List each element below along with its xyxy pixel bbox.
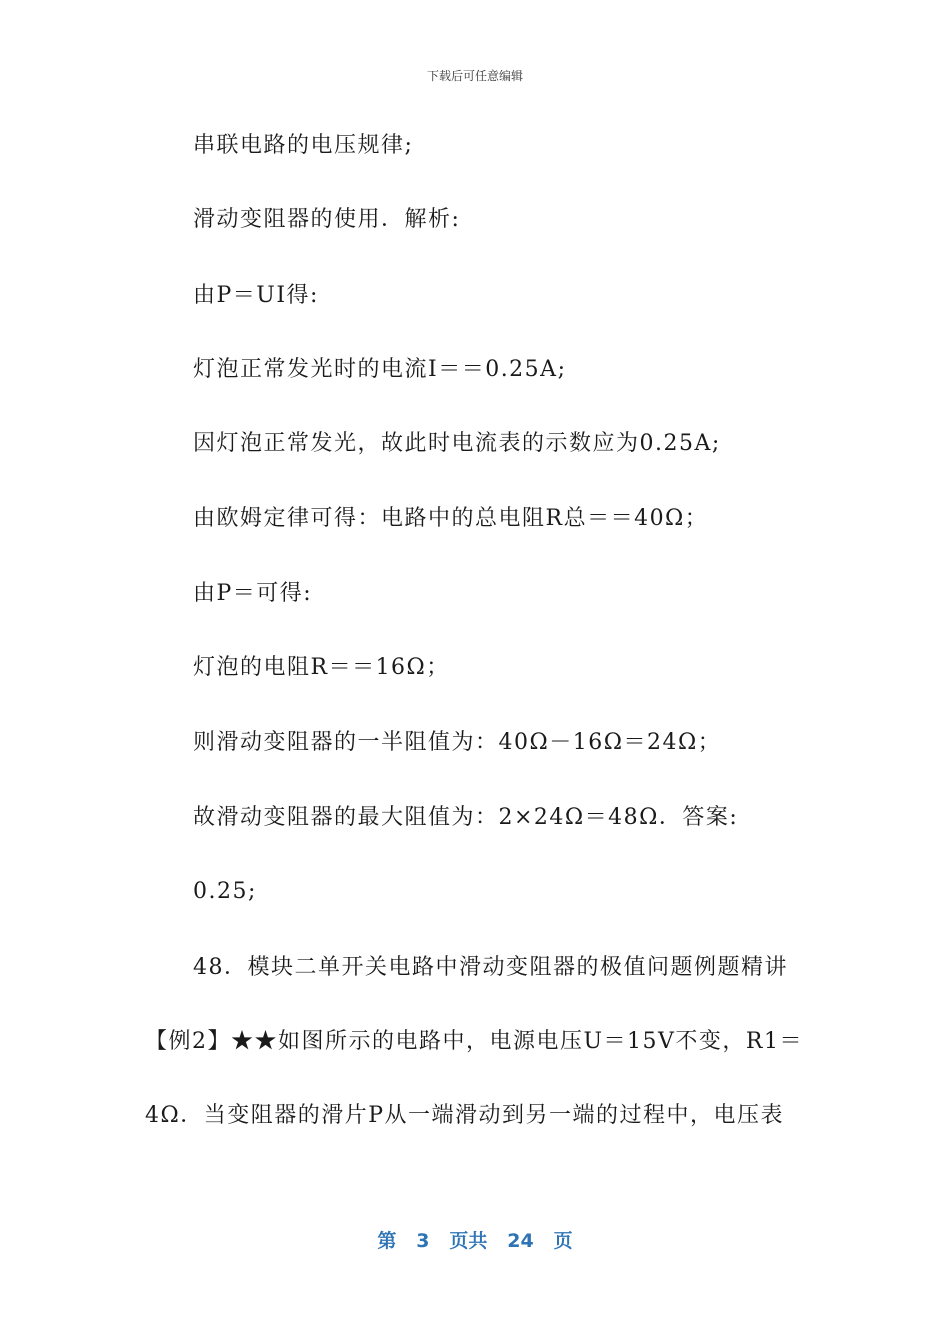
header-note: 下载后可任意编辑 bbox=[426, 69, 523, 83]
text-line: 因灯泡正常发光，故此时电流表的示数应为0.25A; bbox=[193, 431, 721, 456]
total-pages-number: 24 bbox=[507, 1230, 534, 1252]
footer-mid: 页共 bbox=[449, 1230, 488, 1252]
text-line: 由P＝可得: bbox=[193, 581, 313, 606]
text-line: 由欧姆定律可得：电路中的总电阻R总＝＝40Ω； bbox=[193, 506, 709, 531]
text-line: 0.25; bbox=[193, 879, 257, 904]
text-line: 故滑动变阻器的最大阻值为：2×24Ω＝48Ω．答案: bbox=[193, 805, 739, 830]
text-line: 串联电路的电压规律; bbox=[193, 133, 414, 158]
current-page-number: 3 bbox=[416, 1230, 430, 1252]
page-footer bbox=[0, 1226, 950, 1253]
text-line: 灯泡的电阻R＝＝16Ω； bbox=[193, 655, 450, 680]
text-line: 灯泡正常发光时的电流I＝＝0.25A; bbox=[193, 357, 567, 382]
text-line: 则滑动变阻器的一半阻值为：40Ω－16Ω＝24Ω； bbox=[193, 730, 722, 755]
text-line: 由P＝UI得: bbox=[193, 283, 319, 308]
example-line: 4Ω．当变阻器的滑片P从一端滑动到另一端的过程中，电压表 bbox=[145, 1103, 785, 1128]
text-line: 滑动变阻器的使用．解析: bbox=[193, 207, 461, 232]
section-heading: 48．模块二单开关电路中滑动变阻器的极值问题例题精讲 bbox=[193, 955, 788, 980]
footer-prefix: 第 bbox=[377, 1230, 397, 1252]
example-line: 【例2】★★如图所示的电路中，电源电压U＝15V不变，R1＝ bbox=[145, 1029, 803, 1054]
footer-suffix: 页 bbox=[553, 1230, 573, 1252]
